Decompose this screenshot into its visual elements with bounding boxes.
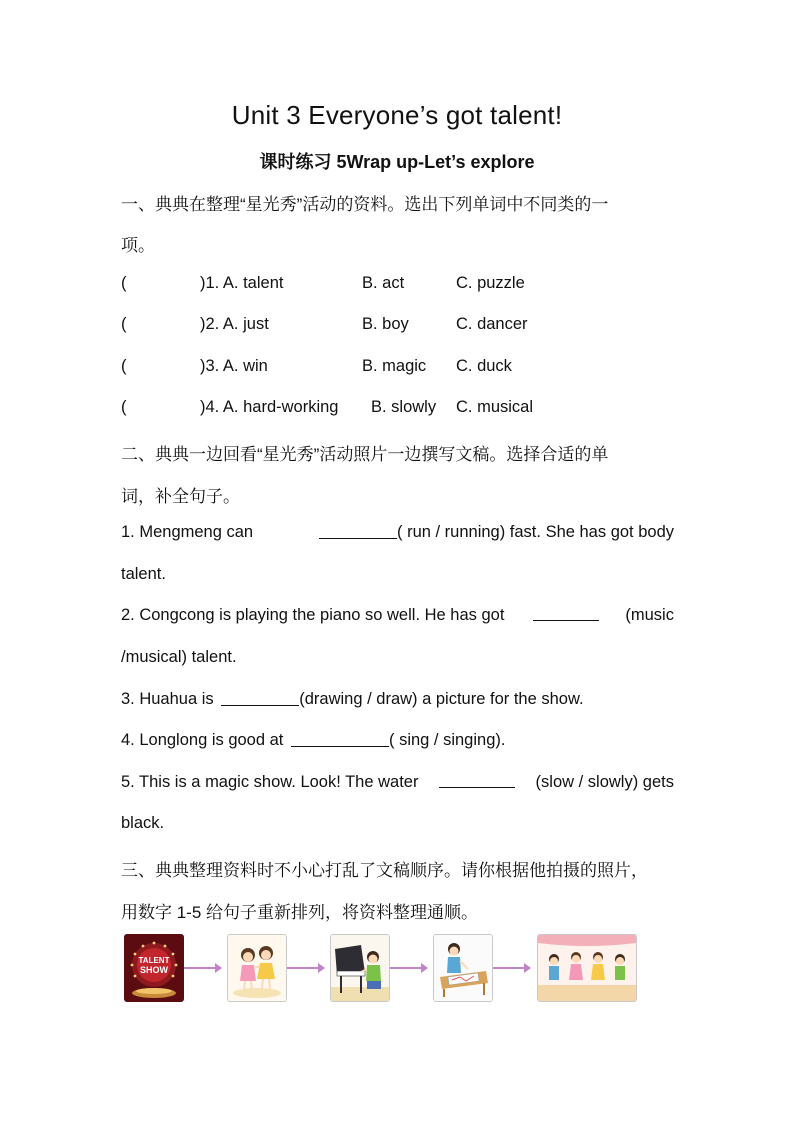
fill-in-item: [121, 690, 584, 709]
question-option-c: C. puzzle: [456, 274, 525, 292]
item-text-after: (drawing / draw) a picture for the show.: [299, 690, 584, 708]
question-option-c: C. dancer: [456, 315, 528, 333]
answer-blank[interactable]: [439, 773, 515, 788]
section1-heading: [121, 190, 674, 215]
question-option-c: C. duck: [456, 357, 512, 375]
arrow-icon: [184, 967, 220, 969]
item-text-after: ( run / running) fast. She has got body: [397, 523, 674, 541]
arrow-icon: [287, 967, 323, 969]
item-text-after: ( sing / singing).: [388, 731, 506, 749]
page-subtitle: 课时练习 5Wrap up-Let’s explore: [259, 152, 535, 172]
answer-blank[interactable]: [319, 524, 397, 539]
fill-in-item: [121, 731, 505, 750]
fill-in-item: [121, 773, 674, 792]
fill-in-item: [121, 606, 674, 625]
piano-player-image: [330, 934, 390, 1002]
boy-drawing-image: [433, 934, 493, 1002]
question-option-b: B. slowly: [371, 398, 437, 416]
section2-heading: 二、典典一边回看“星光秀”活动照片一边撰写文稿。选择合适的单: [121, 445, 609, 464]
arrow-icon: [390, 967, 426, 969]
question-option-a: )1. A. talent: [200, 274, 284, 292]
question-row: [121, 398, 674, 420]
page-title: Unit 3 Everyone’s got talent!: [231, 100, 563, 130]
question-option-b: B. boy: [362, 315, 409, 333]
photo-sequence: [0, 934, 794, 1004]
item-text-before: 5. This is a magic show. Look! The water: [121, 773, 419, 791]
question-row: [121, 357, 674, 379]
item-text-before: 1. Mengmeng can: [121, 523, 254, 541]
item-text-before: 4. Longlong is good at: [121, 731, 284, 749]
question-option-a: )2. A. just: [200, 315, 269, 333]
answer-paren: (: [121, 315, 127, 333]
question-option-c: C. musical: [456, 398, 534, 416]
question-option-b: B. magic: [362, 357, 427, 375]
section3-heading-cont: 用数字 1-5 给句子重新排列，将资料整理通顺。: [121, 903, 479, 922]
answer-blank[interactable]: [291, 732, 389, 747]
talent-show-poster-image: [124, 934, 184, 1002]
answer-paren: (: [121, 274, 127, 292]
answer-paren: (: [121, 357, 127, 375]
item-continuation: talent.: [121, 565, 166, 583]
answer-blank[interactable]: [221, 691, 299, 706]
question-row: [121, 274, 674, 296]
poster-text-show: SHOW: [140, 965, 168, 975]
section1-heading-text: 一、典典在整理“星光秀”活动的资料。选出下列单词中不同类的一: [121, 195, 609, 214]
answer-paren: (: [121, 398, 127, 416]
question-option-a: )3. A. win: [200, 357, 268, 375]
children-singing-image: [537, 934, 637, 1002]
item-text-before: 3. Huahua is: [121, 690, 214, 708]
section1-heading-cont: 项。: [121, 236, 155, 255]
item-text-after: (slow / slowly) gets: [535, 773, 674, 791]
item-text-before: 2. Congcong is playing the piano so well. He has got: [121, 606, 505, 624]
answer-blank[interactable]: [533, 606, 599, 621]
item-text-after: (music: [625, 606, 674, 624]
arrow-icon: [493, 967, 529, 969]
question-row: [121, 315, 674, 337]
fill-in-item: [121, 523, 674, 542]
question-option-a: )4. A. hard-working: [200, 398, 339, 416]
section2-heading-cont: 词，补全句子。: [121, 487, 240, 506]
section3-heading: 三、典典整理资料时不小心打乱了文稿顺序。请你根据他拍摄的照片，: [121, 861, 648, 880]
girls-dancing-image: [227, 934, 287, 1002]
question-option-b: B. act: [362, 274, 405, 292]
poster-text-talent: TALENT: [138, 956, 170, 965]
item-continuation: black.: [121, 814, 165, 832]
item-continuation: /musical) talent.: [121, 648, 237, 666]
